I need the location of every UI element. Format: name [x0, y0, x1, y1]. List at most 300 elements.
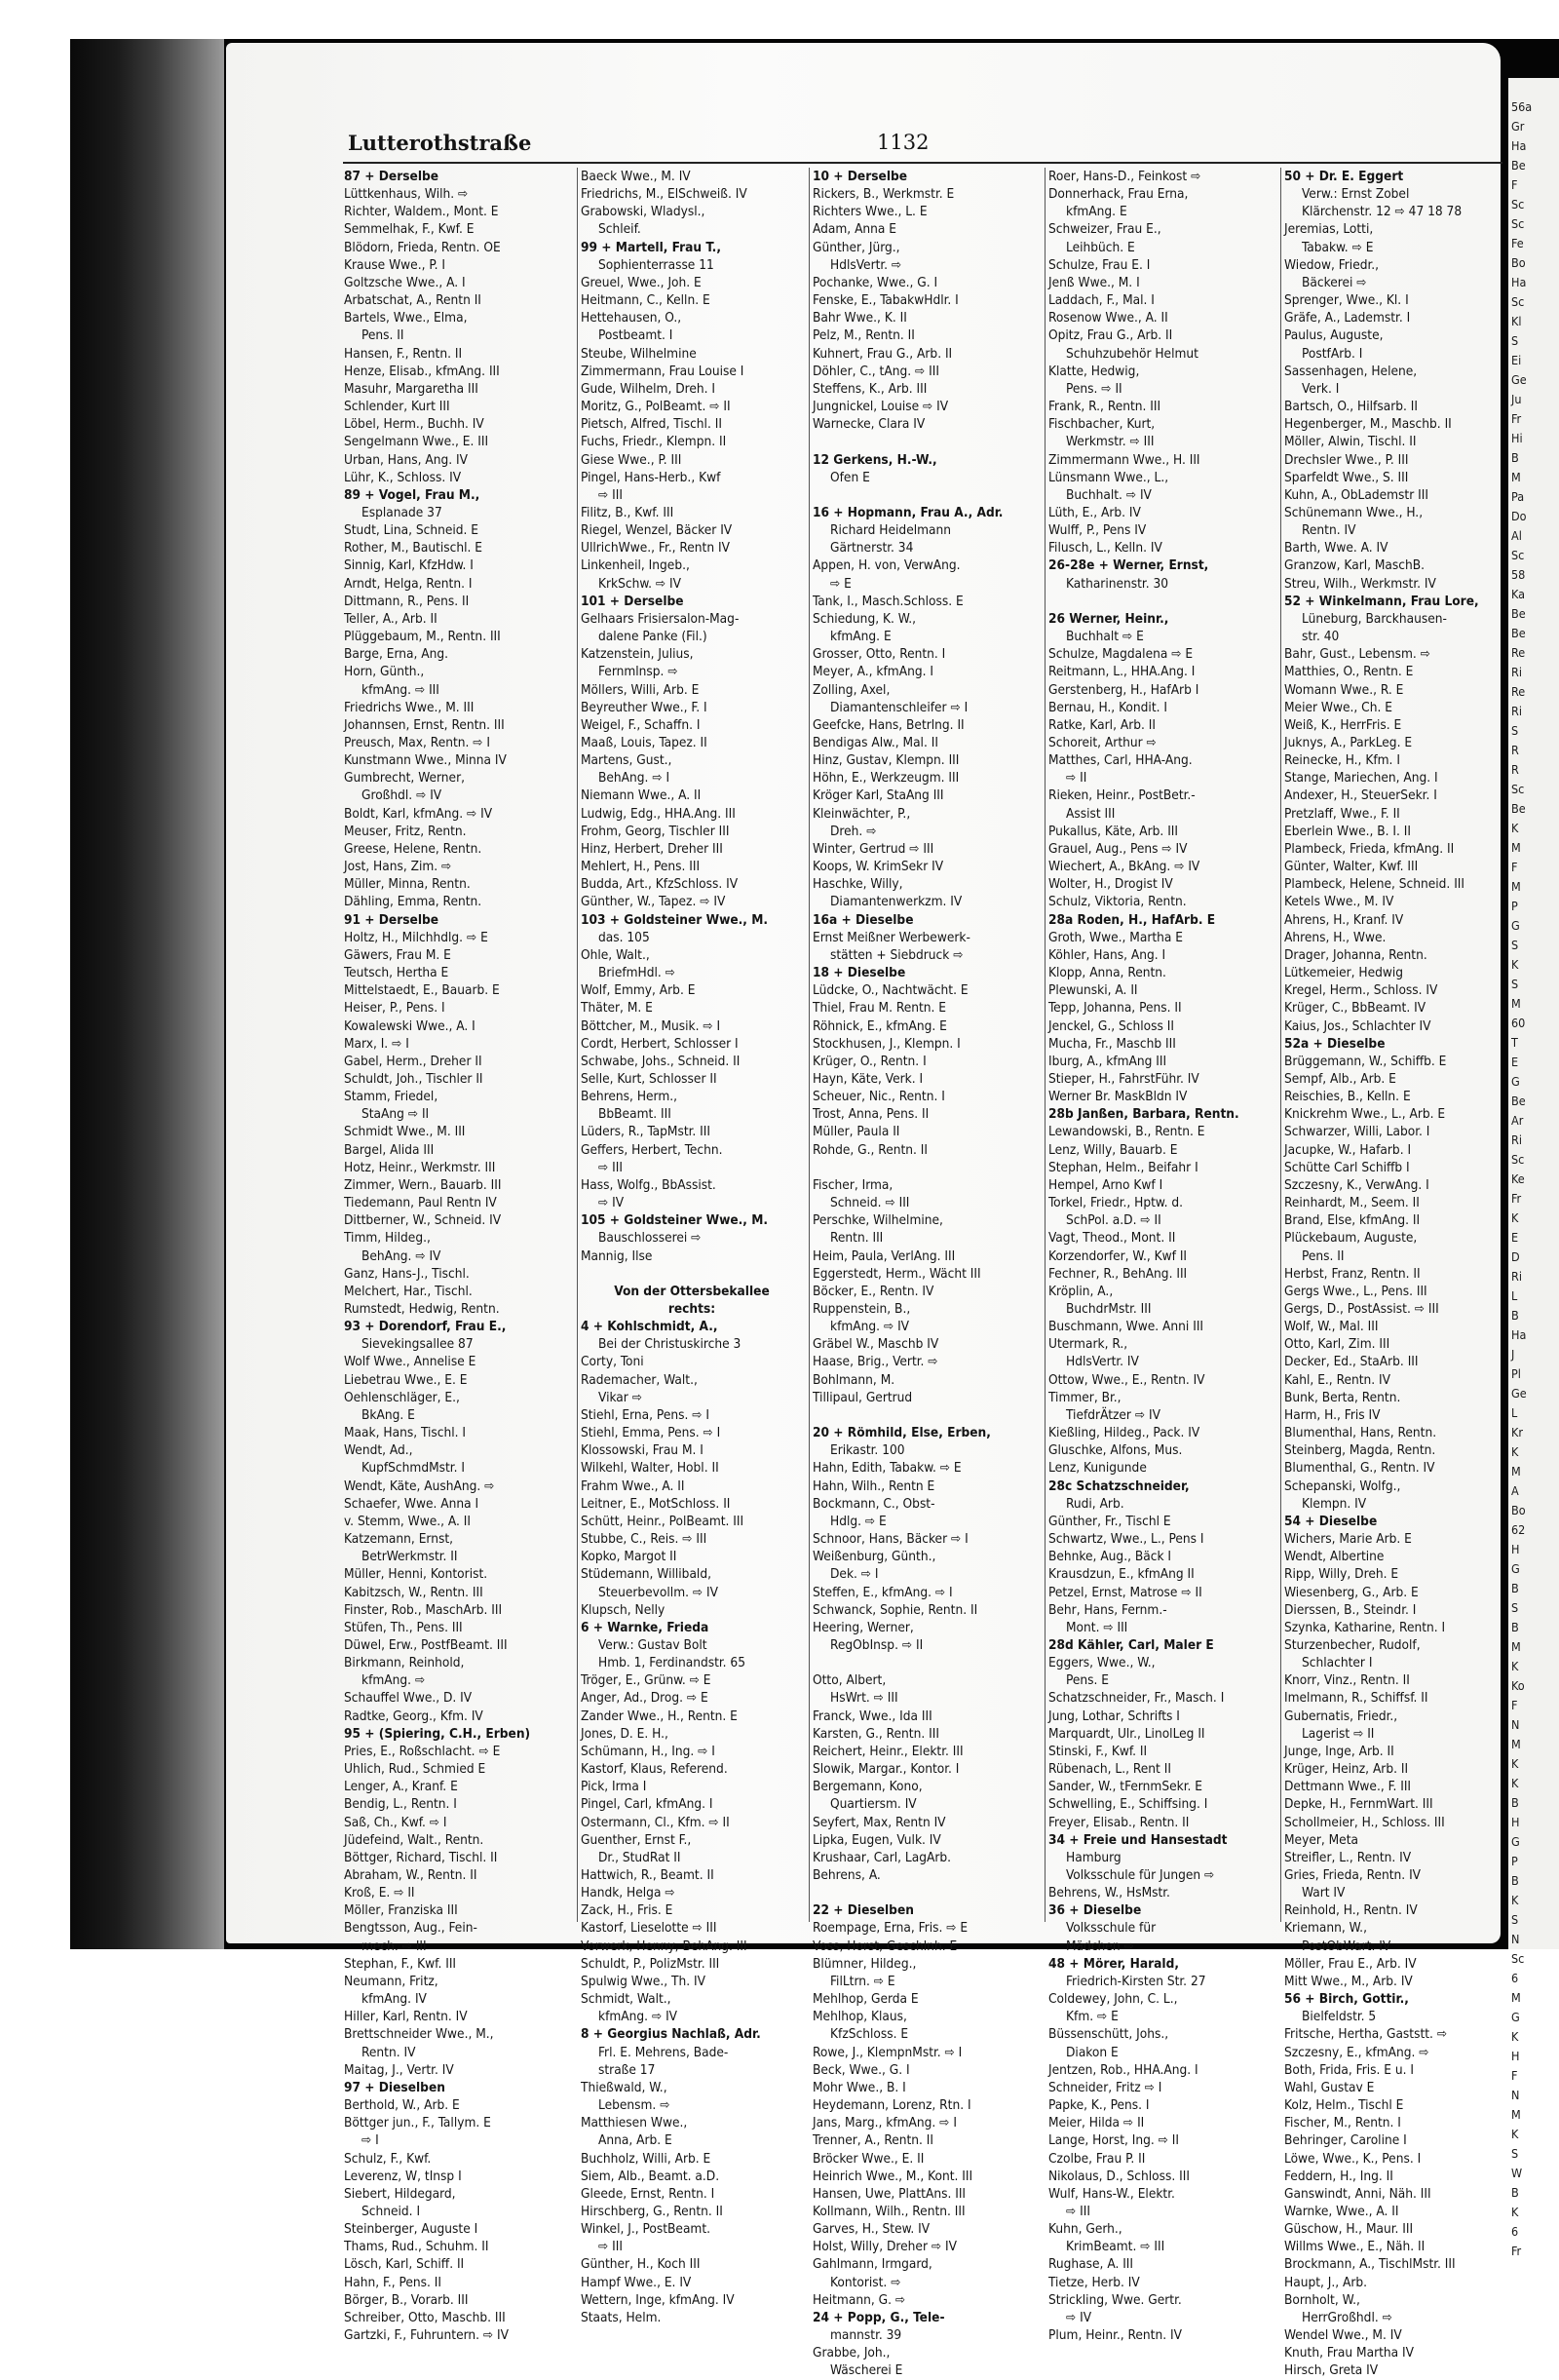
resident-entry: Wendt, Albertine — [1284, 1549, 1385, 1565]
resident-entry: Blumenthal, G., Rentn. IV — [1284, 1460, 1435, 1477]
next-page-fragment: S — [1511, 2146, 1519, 2161]
resident-entry: Stephan, Helm., Beifahr I — [1048, 1159, 1198, 1175]
resident-entry: Wolter, H., Drogist IV — [1048, 876, 1173, 893]
directory-page — [226, 43, 1501, 2379]
resident-entry: Holst, Willy, Dreher ⇨ IV — [813, 2239, 957, 2255]
resident-entry: Gluschke, Alfons, Mus. — [1048, 1442, 1183, 1459]
resident-entry: Wettern, Inge, kfmAng. IV — [581, 2291, 735, 2308]
resident-entry: Böttger, Richard, Tischl. II — [344, 1849, 498, 1865]
next-page-fragment: M — [1511, 1737, 1521, 1751]
section-heading: Von der Ottersbekallee — [614, 1283, 770, 1299]
resident-entry: Möller, Alwin, Tischl. II — [1284, 434, 1417, 450]
resident-entry: Rentn. III — [830, 1230, 884, 1247]
house-number-entry: 52a + Dieselbe — [1284, 1035, 1386, 1052]
resident-entry: Tank, I., Masch.Schloss. E — [813, 593, 964, 609]
resident-entry: Schauffel Wwe., D. IV — [344, 1690, 473, 1707]
resident-entry: Weißenburg, Günth., — [813, 1549, 936, 1565]
resident-entry: HsWrt. ⇨ III — [830, 1690, 898, 1707]
resident-entry: Kuhnert, Frau G., Arb. II — [813, 345, 953, 362]
resident-entry: Anger, Ad., Drog. ⇨ E — [581, 1690, 708, 1707]
resident-entry: Rentn. IV — [361, 2044, 416, 2060]
book-spine — [70, 39, 224, 1949]
resident-entry: Hahn, Wilh., Rentn E — [813, 1478, 935, 1494]
resident-entry: Tabakw. ⇨ E — [1302, 239, 1374, 255]
resident-entry: Hansen, Uwe, PlattAns. III — [813, 2185, 967, 2202]
resident-entry: Reitmann, L., HHA.Ang. I — [1048, 664, 1196, 680]
resident-entry: Matthiesen Wwe., — [581, 2115, 688, 2131]
resident-entry: Vorwerk, Henny, BehAng. III — [581, 1938, 747, 1954]
resident-entry: Buchhalt ⇨ E — [1066, 629, 1144, 645]
resident-entry: Bockmann, C., Obst- — [813, 1495, 935, 1512]
resident-entry: Opitz, Frau G., Arb. II — [1048, 327, 1173, 344]
resident-entry: Studt, Lina, Schneid. E — [344, 522, 479, 539]
next-page-fragment: H — [1511, 2049, 1520, 2063]
resident-entry: Friedrichs, M., ElSchweiß. IV — [581, 186, 747, 203]
resident-entry: Knickrehm Wwe., L., Arb. E — [1284, 1106, 1446, 1123]
resident-entry: Rickers, B., Werkmstr. E — [813, 186, 955, 203]
resident-entry: Böttcher, M., Musik. ⇨ I — [581, 1017, 721, 1034]
resident-entry: Büssenschütt, Johs., — [1048, 2026, 1169, 2043]
resident-entry: Eberlein Wwe., B. I. II — [1284, 823, 1412, 839]
resident-entry: Kfm. ⇨ E — [1066, 2009, 1119, 2025]
resident-entry: Freyer, Elisab., Rentn. II — [1048, 1814, 1190, 1830]
resident-entry: Schünemann Wwe., H., — [1284, 504, 1424, 520]
next-page-fragment: K — [1511, 1659, 1519, 1673]
resident-entry: Gabel, Herm., Dreher II — [344, 1053, 482, 1069]
resident-entry: mannstr. 39 — [830, 2327, 902, 2344]
resident-entry: Anna, Arb. E — [598, 2132, 672, 2149]
house-number-entry: 89 + Vogel, Frau M., — [344, 486, 480, 503]
resident-entry: Hirsch, Greta IV — [1284, 2362, 1379, 2379]
resident-entry: Schnoor, Hans, Bäcker ⇨ I — [813, 1531, 969, 1548]
resident-entry: KrkSchw. ⇨ IV — [598, 575, 681, 592]
resident-entry: Heitmann, G. ⇨ — [813, 2291, 906, 2308]
resident-entry: Schleif. — [598, 221, 641, 238]
resident-entry: Esplanade 37 — [361, 504, 442, 520]
resident-entry: Johannsen, Ernst, Rentn. III — [344, 716, 505, 733]
resident-entry: Katharinenstr. 30 — [1066, 575, 1169, 592]
next-page-fragment: Ge — [1511, 1386, 1527, 1401]
resident-entry: Schreiber, Otto, Maschb. III — [344, 2309, 506, 2325]
next-page-fragment: M — [1511, 1464, 1521, 1478]
resident-entry: BuchdrMstr. III — [1066, 1301, 1152, 1317]
next-page-fragment: 60 — [1511, 1016, 1526, 1030]
resident-entry: Schmidt, Walt., — [581, 1991, 671, 2008]
resident-entry: Löbel, Herm., Buchh. IV — [344, 416, 484, 433]
resident-entry: Bengtsson, Aug., Fein- — [344, 1920, 477, 1937]
resident-entry: Vikar ⇨ — [598, 1389, 642, 1405]
next-page-fragment: Be — [1511, 158, 1526, 173]
next-page-fragment: M — [1511, 1639, 1521, 1654]
next-page-fragment: Ri — [1511, 704, 1522, 718]
resident-entry: dalene Panke (Fil.) — [598, 629, 707, 645]
resident-entry: Pries, E., Roßschlacht. ⇨ E — [344, 1743, 501, 1759]
resident-entry: Erikastr. 100 — [830, 1442, 905, 1459]
resident-entry: Reinhold, H., Rentn. IV — [1284, 1902, 1418, 1919]
resident-entry: Rother, M., Bautischl. E — [344, 540, 482, 557]
resident-entry: Schümann, H., Ing. ⇨ I — [581, 1743, 715, 1759]
resident-entry: Günther, Fr., Tischl E — [1048, 1513, 1171, 1529]
resident-entry: Uhlich, Rud., Schmied E — [344, 1761, 486, 1778]
resident-entry: Pick, Irma I — [581, 1779, 647, 1795]
next-page-fragment: Be — [1511, 801, 1526, 816]
resident-entry: BehAng. ⇨ IV — [361, 1248, 441, 1264]
next-page-fragment: L — [1511, 1405, 1518, 1420]
resident-entry: Nikolaus, D., Schloss. III — [1048, 2168, 1190, 2184]
resident-entry: Lünsmann Wwe., L., — [1048, 469, 1169, 485]
resident-entry: Stamm, Friedel, — [344, 1089, 438, 1105]
resident-entry: Heydemann, Lorenz, Rtn. I — [813, 2097, 971, 2114]
resident-entry: Bartels, Wwe., Elma, — [344, 310, 468, 326]
next-page-fragment: Ko — [1511, 1678, 1525, 1693]
resident-entry: Plüggebaum, M., Rentn. III — [344, 629, 501, 645]
house-number-entry: 50 + Dr. E. Eggert — [1284, 169, 1404, 184]
resident-entry: Schlender, Kurt III — [344, 399, 450, 415]
house-number-entry: 6 + Warnke, Frieda — [581, 1619, 709, 1635]
resident-entry: kfmAng. E — [1066, 204, 1127, 220]
resident-entry: HerrGroßhdl. ⇨ — [1302, 2309, 1392, 2325]
next-page-fragment: R — [1511, 743, 1519, 757]
resident-entry: Juknys, A., ParkLeg. E — [1284, 735, 1413, 750]
resident-entry: Ruppenstein, B., — [813, 1301, 911, 1317]
resident-entry: Ganz, Hans-J., Tischl. — [344, 1265, 470, 1282]
resident-entry: Grabbe, Joh., — [813, 2345, 891, 2361]
resident-entry: Dr., StudRat II — [598, 1849, 681, 1865]
next-page-fragment: 6 — [1511, 1971, 1519, 1985]
resident-entry: Rohde, G., Rentn. II — [813, 1141, 928, 1158]
resident-entry: Birkmann, Reinhold, — [344, 1655, 465, 1671]
resident-entry: Filitz, B., Kwf. III — [581, 504, 674, 520]
resident-entry: StaAng ⇨ II — [361, 1106, 430, 1123]
resident-entry: Corty, Toni — [581, 1354, 644, 1370]
resident-entry: Pretzlaff, Wwe., F. II — [1284, 805, 1400, 822]
resident-entry: Sparfeldt Wwe., S. III — [1284, 469, 1409, 485]
resident-entry: Bröcker Wwe., E. II — [813, 2150, 925, 2167]
resident-entry: Depke, H., FernmWart. III — [1284, 1796, 1433, 1813]
resident-entry: Torkel, Friedr., Hptw. d. — [1048, 1195, 1184, 1211]
resident-entry: Lüneburg, Barckhausen- — [1302, 610, 1447, 627]
next-page-fragment: Sc — [1511, 1951, 1525, 1966]
resident-entry: Mehlert, H., Pens. III — [581, 859, 701, 875]
resident-entry: HdlsVertr. ⇨ — [830, 256, 902, 273]
house-number-entry: 93 + Dorendorf, Frau E., — [344, 1319, 507, 1335]
resident-entry: Verk. I — [1302, 380, 1340, 397]
column-3 — [813, 168, 1039, 2380]
house-number-entry: 24 + Popp, G., Tele- — [813, 2309, 945, 2325]
resident-entry: KfzSchloss. E — [830, 2026, 909, 2043]
resident-entry: ⇨ III — [598, 486, 623, 503]
resident-entry: Klopp, Anna, Rentn. — [1048, 965, 1166, 981]
resident-entry: mech. ⇨ III — [361, 1938, 427, 1954]
resident-entry: das. 105 — [598, 929, 650, 945]
resident-entry — [813, 1654, 1039, 1671]
next-page-fragment: R — [1511, 762, 1519, 777]
column-4 — [1048, 168, 1274, 2344]
resident-entry: ⇨ II — [1066, 770, 1087, 787]
resident-entry: Slowik, Margar., Kontor. I — [813, 1761, 960, 1778]
resident-entry: Schneid. ⇨ III — [830, 1195, 910, 1211]
resident-entry: Heitmann, C., Kelln. E — [581, 292, 710, 309]
resident-entry: Knuth, Frau Martha IV — [1284, 2345, 1414, 2361]
resident-entry: Meier, Hilda ⇨ II — [1048, 2115, 1145, 2131]
resident-entry: Berthold, W., Arb. E — [344, 2097, 460, 2114]
resident-entry: Moritz, G., PolBeamt. ⇨ II — [581, 399, 731, 415]
resident-entry: Gumbrecht, Werner, — [344, 770, 465, 787]
next-page-fragment: B — [1511, 450, 1519, 465]
house-number-entry: 16 + Hopmann, Frau A., Adr. — [813, 504, 1004, 520]
house-number-entry: 56 + Birch, Gottir., — [1284, 1991, 1409, 2008]
resident-entry: Goltzsche Wwe., A. I — [344, 274, 466, 290]
next-page-fragment: K — [1511, 1444, 1519, 1459]
resident-entry: Guenther, Ernst F., — [581, 1831, 692, 1848]
resident-entry: Heiser, P., Pens. I — [344, 1000, 445, 1017]
resident-entry: Staats, Helm. — [581, 2309, 662, 2325]
resident-entry: Timmer, Br., — [1048, 1389, 1122, 1405]
resident-entry: Möllers, Willi, Arb. E — [581, 681, 700, 698]
resident-entry: Schneid. I — [361, 2203, 421, 2219]
resident-entry: Buchholz, Willi, Arb. E — [581, 2150, 711, 2167]
house-number-entry: 48 + Mörer, Harald, — [1048, 1955, 1179, 1972]
resident-entry: Gelhaars Frisiersalon-Mag- — [581, 610, 740, 627]
next-page-fragment: S — [1511, 723, 1519, 738]
resident-entry: Stange, Mariechen, Ang. I — [1284, 770, 1438, 787]
resident-entry: Mehlhop, Gerda E — [813, 1991, 919, 2008]
resident-entry: Schollmeier, H., Schloss. III — [1284, 1814, 1445, 1830]
resident-entry: Ottow, Wwe., E., Rentn. IV — [1048, 1371, 1205, 1388]
next-page-fragment: Bo — [1511, 255, 1526, 270]
resident-entry: Arbatschat, A., Rentn II — [344, 292, 481, 309]
resident-entry: Harm, H., Fris IV — [1284, 1406, 1381, 1423]
resident-entry: Kastorf, Lieselotte ⇨ III — [581, 1920, 717, 1937]
resident-entry: Frl. E. Mehrens, Bade- — [598, 2044, 729, 2060]
resident-entry: Iburg, A., kfmAng III — [1048, 1053, 1167, 1069]
resident-entry: Ganswindt, Anni, Näh. III — [1284, 2185, 1431, 2202]
next-page-fragment: S — [1511, 1600, 1519, 1615]
resident-entry: Krüger, Heinz, Arb. II — [1284, 1761, 1409, 1778]
resident-entry: Mohr Wwe., B. I — [813, 2079, 906, 2095]
resident-entry: Lenger, A., Kranf. E — [344, 1779, 458, 1795]
resident-entry: Horn, Günth., — [344, 664, 425, 680]
next-page-fragment: Al — [1511, 528, 1522, 543]
resident-entry: ⇨ III — [598, 1159, 623, 1175]
next-page-fragment: K — [1511, 2127, 1519, 2141]
resident-entry: TiefdrÄtzer ⇨ IV — [1066, 1406, 1160, 1423]
next-page-fragment: Ju — [1511, 392, 1522, 406]
next-page-fragment: K — [1511, 957, 1519, 972]
resident-entry: Stockhusen, J., Klempn. I — [813, 1035, 961, 1052]
resident-entry: Gleede, Ernst, Rentn. I — [581, 2185, 715, 2202]
house-number-entry: 26 Werner, Heinr., — [1048, 610, 1169, 627]
next-page-fragment: D — [1511, 1249, 1520, 1264]
next-page-fragment: Bo — [1511, 1503, 1526, 1517]
resident-entry — [813, 1159, 1039, 1176]
next-page-fragment: Ka — [1511, 587, 1526, 601]
house-number-entry: 28c Schatzschneider, — [1048, 1478, 1190, 1494]
resident-entry: Heinrich Wwe., M., Kont. III — [813, 2168, 973, 2184]
next-page-fragment: 56a — [1511, 99, 1533, 114]
house-number-entry: 54 + Dieselbe — [1284, 1513, 1378, 1529]
resident-entry: Hahn, Edith, Tabakw. ⇨ E — [813, 1460, 962, 1477]
resident-entry: Bornholt, W., — [1284, 2291, 1360, 2308]
resident-entry: Stinski, F., Kwf. II — [1048, 1743, 1148, 1759]
resident-entry: Blödorn, Frieda, Rentn. OE — [344, 239, 501, 255]
resident-entry: Buschmann, Wwe. Anni III — [1048, 1319, 1204, 1335]
resident-entry: Ratke, Karl, Arb. II — [1048, 716, 1156, 733]
resident-entry: Adam, Anna E — [813, 221, 897, 238]
resident-entry: Richter, Waldem., Mont. E — [344, 204, 499, 220]
resident-entry: Bahr Wwe., K. II — [813, 310, 907, 326]
resident-entry: Behrens, Herm., — [581, 1089, 678, 1105]
resident-entry: Klärchenstr. 12 ⇨ 47 18 78 — [1302, 204, 1463, 220]
resident-entry: Steuerbevollm. ⇨ IV — [598, 1584, 718, 1600]
resident-entry: Bielfeldstr. 5 — [1302, 2009, 1377, 2025]
next-page-fragment: M — [1511, 879, 1521, 894]
resident-entry: Maitag, J., Vertr. IV — [344, 2061, 454, 2078]
next-page-fragment: A — [1511, 1483, 1519, 1498]
resident-entry: Marx, I. ⇨ I — [344, 1035, 409, 1052]
column-2 — [581, 168, 803, 2326]
house-number-entry: 16a + Dieselbe — [813, 911, 914, 928]
resident-entry: Steffens, K., Arb. III — [813, 380, 928, 397]
resident-entry: Cordt, Herbert, Schlosser I — [581, 1035, 739, 1052]
resident-entry: Roempage, Erna, Fris. ⇨ E — [813, 1920, 969, 1937]
resident-entry: Bohlmann, M. — [813, 1371, 895, 1388]
resident-entry: Rademacher, Walt., — [581, 1371, 698, 1388]
running-head: Lutterothstraße — [348, 131, 532, 155]
resident-entry: Löwe, Wwe., K., Pens. I — [1284, 2150, 1422, 2167]
resident-entry: Voss, Horst, Geschlnh. E — [813, 1938, 958, 1954]
next-page-fragment: Do — [1511, 509, 1527, 523]
resident-entry: Sprenger, Wwe., Kl. I — [1284, 292, 1409, 309]
resident-entry: Fritsche, Hertha, Gaststt. ⇨ — [1284, 2026, 1448, 2043]
resident-entry: Rughase, A. III — [1048, 2256, 1134, 2273]
resident-entry: kfmAng. IV — [361, 1991, 427, 2008]
resident-entry: Jones, D. E. H., — [581, 1725, 668, 1742]
resident-entry: Bendigas Alw., Mal. II — [813, 735, 938, 750]
resident-entry: Maak, Hans, Tischl. I — [344, 1425, 467, 1441]
resident-entry: Bartsch, O., Hilfsarb. II — [1284, 399, 1418, 415]
next-page-fragment: B — [1511, 2185, 1519, 2200]
next-page-fragment: N — [1511, 1932, 1520, 1946]
resident-entry: ⇨ E — [830, 575, 852, 592]
resident-entry: Andexer, H., SteuerSekr. I — [1284, 787, 1437, 804]
house-number-entry: 52 + Winkelmann, Frau Lore, — [1284, 593, 1479, 609]
resident-entry: Dek. ⇨ I — [830, 1566, 879, 1583]
resident-entry: Grauel, Aug., Pens ⇨ IV — [1048, 840, 1188, 857]
resident-entry: Schwarzer, Willi, Labor. I — [1284, 1124, 1430, 1140]
resident-entry: Womann Wwe., R. E — [1284, 681, 1404, 698]
next-page-fragment: Kr — [1511, 1425, 1523, 1440]
next-page-fragment: W — [1511, 2166, 1523, 2180]
resident-entry: Hinz, Herbert, Dreher III — [581, 840, 723, 857]
resident-entry: Lagerist ⇨ II — [1302, 1725, 1375, 1742]
resident-entry: Steinberg, Magda, Rentn. — [1284, 1442, 1436, 1459]
house-number-entry: 34 + Freie und Hansestadt — [1048, 1831, 1228, 1848]
resident-entry: Diamantenwerkzm. IV — [830, 894, 963, 910]
resident-entry: Bäckerei ⇨ — [1302, 274, 1367, 290]
resident-entry: Garves, H., Stew. IV — [813, 2221, 931, 2238]
next-page-fragment: F — [1511, 2068, 1518, 2083]
house-number-entry: 87 + Derselbe — [344, 169, 439, 184]
resident-entry: Marquardt, Ulr., LinolLeg II — [1048, 1725, 1205, 1742]
resident-entry: Matthies, O., Rentn. E — [1284, 664, 1414, 680]
resident-entry: Hattwich, R., Beamt. II — [581, 1867, 714, 1883]
resident-entry: v. Stemm, Wwe., A. II — [344, 1513, 471, 1529]
resident-entry: Hegenberger, M., Maschb. II — [1284, 416, 1452, 433]
resident-entry: Meier Wwe., Ch. E — [1284, 699, 1392, 715]
resident-entry: Verw.: Gustav Bolt — [598, 1636, 707, 1653]
resident-entry: Urban, Hans, Ang. IV — [344, 451, 468, 468]
resident-entry: Kahl, E., Rentn. IV — [1284, 1371, 1391, 1388]
next-page-fragment: F — [1511, 1698, 1518, 1712]
resident-entry: Eggerstedt, Herm., Wächt III — [813, 1265, 981, 1282]
resident-entry: Schwabe, Johs., Schneid. II — [581, 1053, 741, 1069]
resident-entry: straße 17 — [598, 2061, 656, 2078]
next-page-fragment: Fr — [1511, 1191, 1522, 1206]
next-page-fragment: Sc — [1511, 216, 1525, 231]
house-number-entry: 36 + Dieselbe — [1048, 1902, 1142, 1919]
next-page-fragment: K — [1511, 2029, 1519, 2044]
resident-entry: Karsten, G., Rentn. III — [813, 1725, 939, 1742]
resident-entry: Mucha, Fr., Maschb III — [1048, 1035, 1176, 1052]
resident-entry: Günther, W., Tapez. ⇨ IV — [581, 894, 726, 910]
resident-entry: Lösch, Karl, Schiff. II — [344, 2256, 465, 2273]
resident-entry: Behrens, W., HsMstr. — [1048, 1885, 1170, 1901]
resident-entry: Möller, Frau E., Arb. IV — [1284, 1955, 1417, 1972]
resident-entry: Sophienterrasse 11 — [598, 256, 714, 273]
next-page-edge — [1508, 78, 1559, 2258]
resident-entry: Schuldt, Joh., Tischler II — [344, 1070, 483, 1087]
resident-entry: Blümner, Hildeg., — [813, 1955, 917, 1972]
resident-entry: kfmAng. E — [830, 629, 892, 645]
resident-entry: KupfSchmdMstr. I — [361, 1460, 465, 1477]
resident-entry: Tillipaul, Gertrud — [813, 1389, 913, 1405]
resident-entry: Willms Wwe., E., Näh. II — [1284, 2239, 1426, 2255]
resident-entry: Wichers, Marie Arb. E — [1284, 1531, 1412, 1548]
resident-entry: Müller, Paula II — [813, 1124, 900, 1140]
resident-entry: Plewunski, A. II — [1048, 982, 1138, 999]
resident-entry: Both, Frida, Fris. E u. I — [1284, 2061, 1415, 2078]
next-page-fragment: Ha — [1511, 138, 1527, 153]
resident-entry: Ketels Wwe., M. IV — [1284, 894, 1394, 910]
resident-entry: Kabitzsch, W., Rentn. III — [344, 1584, 483, 1600]
next-page-fragment: M — [1511, 470, 1521, 484]
resident-entry: Kunstmann Wwe., Minna IV — [344, 752, 507, 769]
resident-entry: Mannig, Ilse — [581, 1248, 653, 1264]
resident-entry: Schatzschneider, Fr., Masch. I — [1048, 1690, 1225, 1707]
next-page-fragment: B — [1511, 1873, 1519, 1888]
resident-entry: Matthes, Carl, HHA-Ang. — [1048, 752, 1193, 769]
resident-entry: Pochanke, Wwe., G. I — [813, 274, 938, 290]
resident-entry: Streifler, L., Rentn. IV — [1284, 1849, 1412, 1865]
resident-entry: Kollmann, Wilh., Rentn. III — [813, 2203, 966, 2219]
resident-entry: Reischies, B., Kelln. E — [1284, 1089, 1411, 1105]
resident-entry: Jentzen, Rob., HHA.Ang. I — [1048, 2061, 1198, 2078]
resident-entry: Liebetrau Wwe., E. E — [344, 1371, 468, 1388]
resident-entry: Gräbel W., Maschb IV — [813, 1336, 939, 1353]
resident-entry: Steinberger, Auguste I — [344, 2221, 478, 2238]
resident-entry: Martens, Gust., — [581, 752, 672, 769]
resident-entry: Pens. E — [1066, 1672, 1110, 1689]
resident-entry — [813, 1884, 1039, 1901]
resident-entry: Leverenz, W, tInsp I — [344, 2168, 462, 2184]
resident-entry: Leihbüch. E — [1066, 239, 1135, 255]
resident-entry: Brockmann, A., TischlMstr. III — [1284, 2256, 1456, 2273]
resident-entry: Ripp, Willy, Dreh. E — [1284, 1566, 1399, 1583]
resident-entry: Mont. ⇨ III — [1066, 1619, 1128, 1635]
resident-entry: Appen, H. von, VerwAng. — [813, 557, 961, 574]
resident-entry: Schulze, Frau E. I — [1048, 256, 1151, 273]
